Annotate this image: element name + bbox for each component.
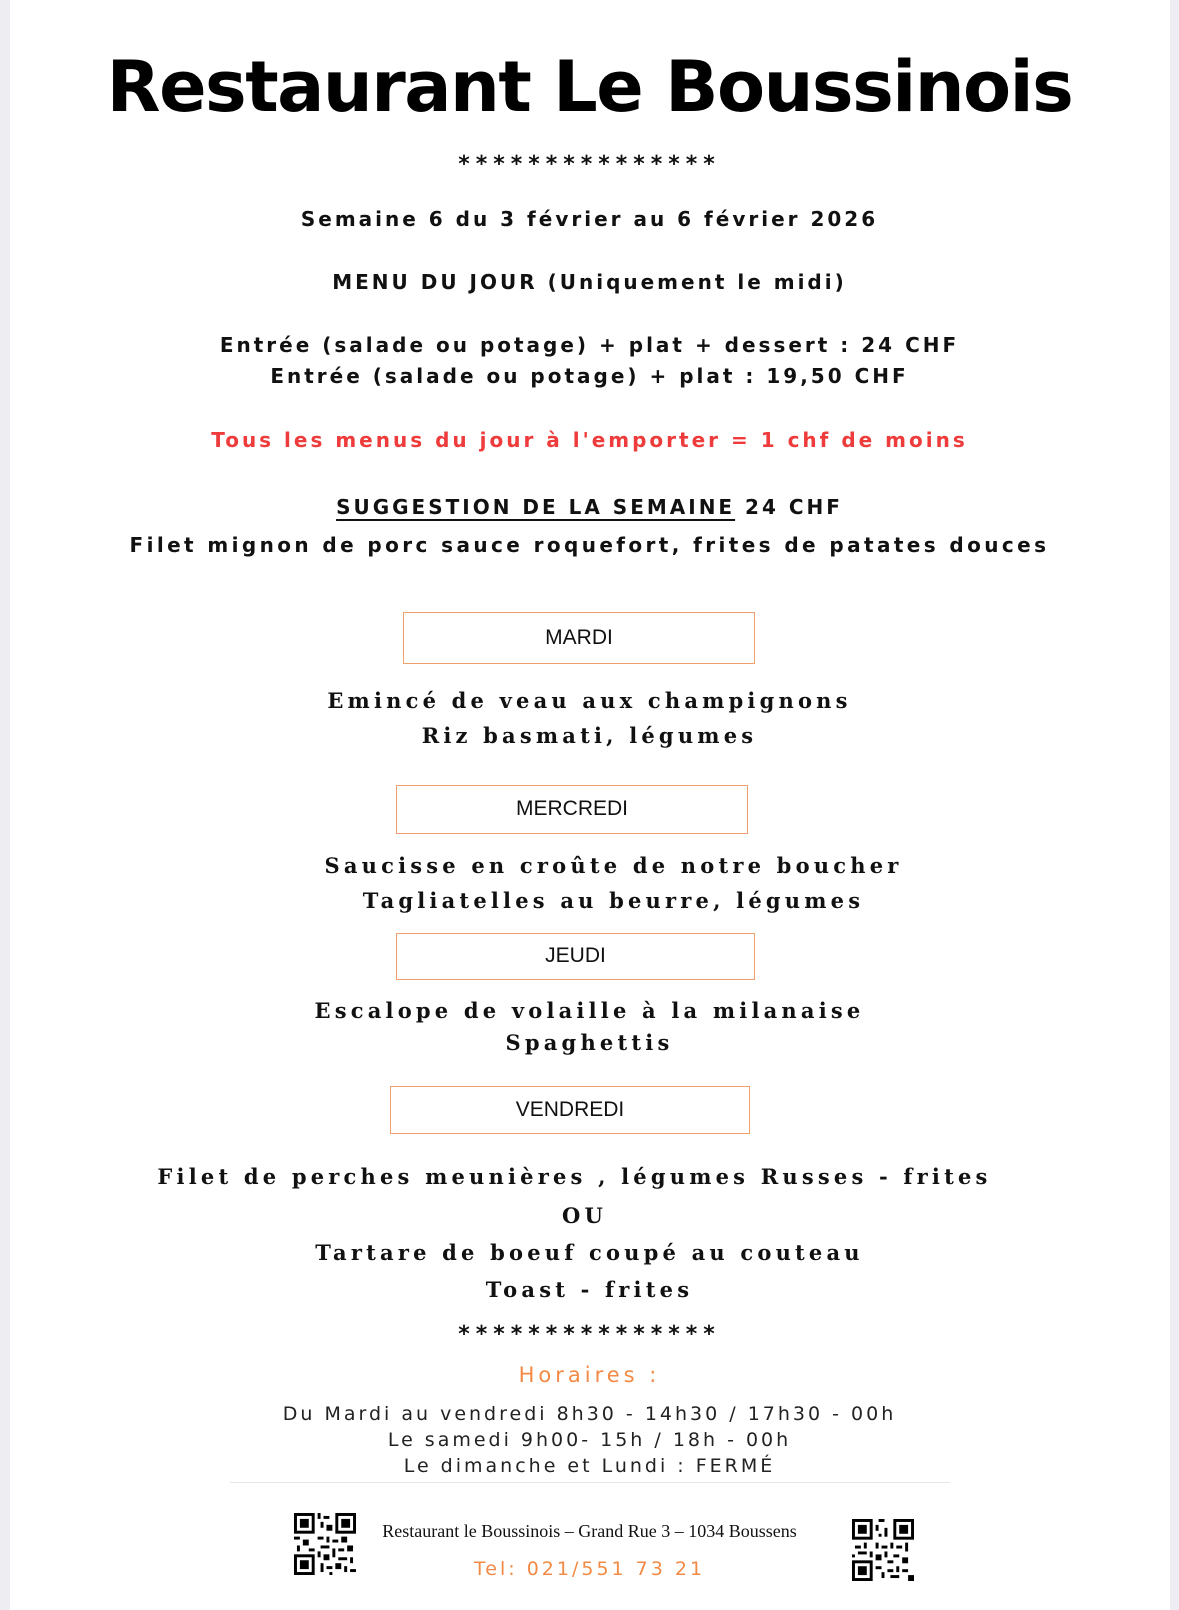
- dish-line: Toast - frites: [485, 1277, 694, 1302]
- footer-phone[interactable]: Tel: 021/551 73 21: [473, 1558, 706, 1580]
- restaurant-title: Restaurant Le Boussinois: [106, 46, 1073, 128]
- suggestion-heading: [0, 495, 1179, 519]
- menu-title: MENU DU JOUR (Uniquement le midi): [332, 270, 847, 294]
- separator-top: ***************: [458, 152, 721, 177]
- takeaway-note: Tous les menus du jour à l'emporter = 1 chf de moins: [211, 428, 968, 452]
- day-box-vendredi: VENDREDI: [390, 1086, 750, 1134]
- hours-line: Du Mardi au vendredi 8h30 - 14h30 / 17h30 - 00h: [282, 1403, 897, 1425]
- dish-line: OU: [561, 1203, 607, 1228]
- hours-line: Le dimanche et Lundi : FERMÉ: [403, 1455, 776, 1477]
- dish-line: Riz basmati, légumes: [421, 723, 758, 748]
- day-box-jeudi: JEUDI: [396, 933, 755, 980]
- formula-line: Entrée (salade ou potage) + plat : 19,50 CHF: [270, 364, 909, 388]
- dish-line: Tartare de boeuf coupé au couteau: [315, 1240, 864, 1265]
- day-box-mardi: MARDI: [403, 612, 755, 664]
- suggestion-price: 24 CHF: [735, 495, 843, 519]
- dish-line: Escalope de volaille à la milanaise: [314, 998, 865, 1023]
- hours-line: Le samedi 9h00- 15h / 18h - 00h: [387, 1429, 792, 1451]
- footer-address: Restaurant le Boussinois – Grand Rue 3 – 1034 Boussens: [382, 1521, 797, 1541]
- suggestion-dish: Filet mignon de porc sauce roquefort, frites de patates douces: [129, 533, 1050, 557]
- dish-line: Tagliatelles au beurre, légumes: [362, 888, 865, 913]
- footer-divider: [230, 1482, 950, 1483]
- week-label: Semaine 6 du 3 février au 6 février 2026: [300, 207, 879, 231]
- dish-line: Emincé de veau aux champignons: [327, 688, 852, 713]
- qr-code-icon: [852, 1519, 914, 1581]
- dish-line: Saucisse en croûte de notre boucher: [324, 853, 903, 878]
- day-box-mercredi: MERCREDI: [396, 785, 748, 834]
- hours-title: Horaires :: [518, 1363, 661, 1387]
- dish-line: Spaghettis: [505, 1030, 674, 1055]
- formula-line: Entrée (salade ou potage) + plat + dessert : 24 CHF: [219, 333, 960, 357]
- suggestion-label: SUGGESTION DE LA SEMAINE: [336, 495, 736, 519]
- dish-line: Filet de perches meunières , légumes Russes - frites: [157, 1164, 992, 1189]
- separator-bottom: ***************: [458, 1322, 721, 1347]
